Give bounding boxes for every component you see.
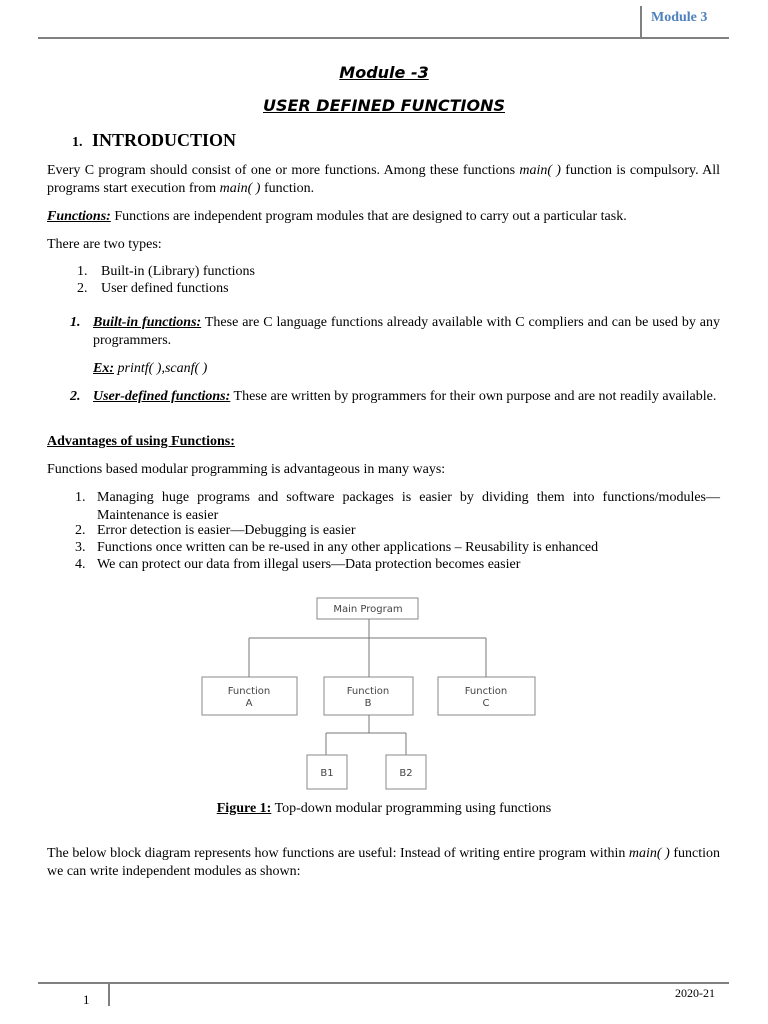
advantage-item: We can protect our data from illegal users—Data protection becomes easier [97, 557, 521, 572]
advantage-number: 1. [75, 490, 86, 505]
type-item: Built-in (Library) functions [101, 264, 255, 279]
type-item: User defined functions [101, 281, 229, 296]
footer-separator [108, 984, 110, 1006]
advantage-number: 4. [75, 557, 86, 572]
builtin-example: Ex: printf( ),scanf( ) [93, 361, 208, 376]
builtin-description: Built-in functions: These are C language functions already available with C compliers and can be used by any programmers. [93, 315, 720, 348]
section-number: 1. [72, 135, 83, 150]
topic-title: USER DEFINED FUNCTIONS [262, 96, 506, 115]
page-number: 1 [83, 992, 90, 1007]
userdef-number: 2. [70, 389, 81, 404]
function-c-label: Function [464, 686, 508, 697]
b2-label: B2 [399, 768, 413, 779]
function-c-letter: C [482, 698, 490, 709]
module-title: Module -3 [339, 63, 429, 82]
advantage-item: Error detection is easier—Debugging is easier [97, 523, 356, 538]
section-heading: INTRODUCTION [92, 130, 237, 150]
userdef-description: User-defined functions: These are written by programmers for their own purpose and are not readily available. [93, 389, 717, 404]
advantage-item: Functions once written can be re-used in any other applications – Reusability is enhanced [97, 540, 599, 555]
footer-year: 2020-21 [675, 986, 715, 1000]
main-program-label: Main Program [333, 604, 403, 615]
top-down-diagram [180, 585, 590, 800]
advantage-item: Managing huge programs and software packages is easier by dividing them into functions/modules—Maintenance is easier [97, 490, 720, 523]
function-a-label: Function [227, 686, 271, 697]
type-number: 1. [77, 264, 88, 279]
types-intro: There are two types: [47, 237, 162, 252]
functions-definition: Functions: Functions are independent program modules that are designed to carry out a particular task. [47, 209, 627, 224]
advantage-number: 3. [75, 540, 86, 555]
b1-label: B1 [320, 768, 334, 779]
footer-rule [38, 982, 729, 984]
function-b-label: Function [346, 686, 390, 697]
diagram-svg [180, 585, 590, 800]
header-rule [38, 37, 729, 39]
advantage-number: 2. [75, 523, 86, 538]
type-number: 2. [77, 281, 88, 296]
header-separator [640, 6, 642, 37]
builtin-number: 1. [70, 315, 81, 330]
closing-paragraph: The below block diagram represents how functions are useful: Instead of writing entire program within main( ) function we can write independent modules as shown: [47, 846, 720, 879]
function-a-letter: A [245, 698, 253, 709]
function-b-letter: B [364, 698, 372, 709]
advantages-heading: Advantages of using Functions: [47, 434, 235, 449]
advantages-intro: Functions based modular programming is advantageous in many ways: [47, 462, 446, 477]
figure-caption: Figure 1: Top-down modular programming using functions [216, 801, 552, 816]
header-module-label: Module 3 [651, 10, 708, 25]
intro-paragraph: Every C program should consist of one or more functions. Among these functions main( ) function is compulsory. All programs start execution from main( ) function. [47, 163, 720, 196]
